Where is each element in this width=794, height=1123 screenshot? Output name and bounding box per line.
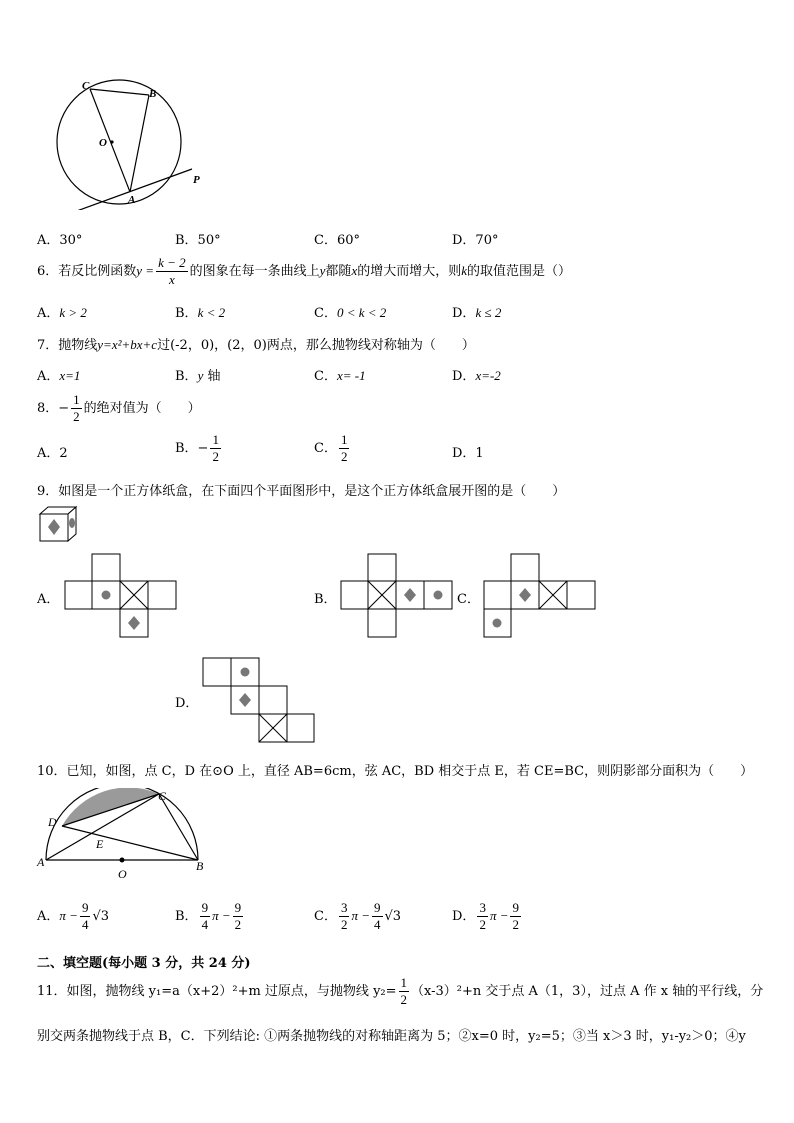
q10-option-b-pi: π − [212, 908, 231, 923]
q6-k-var: k [461, 263, 468, 278]
label-p: P [193, 174, 200, 186]
q11-numerator: 1 [400, 975, 408, 990]
q10-option-c-num2: 9 [374, 900, 381, 915]
q11-part1: 11．如图，抛物线 y₁=a（x+2）²+m 过原点，与抛物线 y₂= [37, 984, 397, 999]
q7-option-b [175, 365, 220, 384]
q6-option-c [314, 302, 386, 321]
chord-ca [90, 89, 130, 192]
q10-option-d-label: D． [452, 909, 476, 924]
q10-option-d-num2: 9 [512, 900, 519, 915]
question-9: 9．如图是一个正方体纸盒，在下面四个平面图形中，是这个正方体纸盒展开图的是（ ） [37, 484, 566, 499]
q6-option-d [452, 302, 501, 321]
q7-option-b-label: B． [175, 369, 198, 384]
dot-icon [69, 518, 75, 528]
q11-fraction [399, 975, 410, 1008]
q10-option-a-den: 4 [81, 917, 89, 932]
circle-tangent-figure [40, 75, 220, 210]
q10-option-b-fraction1 [200, 900, 211, 933]
q10-option-d [452, 900, 523, 933]
q6-option-d-math: k ≤ 2 [475, 305, 502, 320]
q10-option-d-fraction2 [510, 900, 521, 933]
q6-y-var: y [319, 263, 326, 278]
q7-option-c-label: C． [314, 369, 337, 384]
center-dot [110, 140, 113, 143]
q11-denominator: 2 [400, 992, 408, 1007]
q7-option-b-tail: 轴 [203, 369, 221, 384]
q10-option-d-den2: 2 [512, 917, 519, 932]
q7-option-a [37, 365, 80, 384]
q10-option-c-den2: 4 [374, 917, 381, 932]
q9-label-b: B． [314, 592, 337, 607]
label-c: C [158, 789, 167, 803]
chord-bd [62, 826, 198, 860]
label-a: A [128, 194, 136, 206]
q6-x-var: x [351, 263, 358, 278]
net-d-square [203, 658, 231, 686]
q6-denominator: x [168, 272, 175, 287]
question-11-line2: 别交两条抛物线于点 B，C．下列结论: ①两条抛物线的对称轴距离为 5；②x=0 时，y₂=5；③当 x＞3 时，y₁-y₂＞0；④y [37, 1029, 746, 1044]
q8-fraction [71, 392, 82, 425]
net-c-square [567, 581, 595, 609]
q6-option-b [175, 302, 225, 321]
label-a: A [37, 855, 45, 869]
section-title: 二、填空题(每小题 3 分，共 24 分) [37, 956, 251, 971]
net-b-square [368, 554, 396, 581]
q10-option-b-fraction2 [233, 900, 244, 933]
q8-option-d: D．1 [452, 446, 484, 461]
net-a-square [65, 581, 92, 609]
q7-prefix: 7．抛物线 [37, 338, 98, 353]
q10-option-a-pi: π − [59, 908, 78, 923]
q6-middle: 的图象在每一条曲线上 [189, 264, 320, 279]
q6-option-b-label: B． [175, 306, 198, 321]
dot-icon [493, 619, 502, 628]
q10-option-a [37, 900, 109, 933]
q10-option-a-fraction [80, 900, 91, 933]
q10-option-c-label: C． [314, 909, 337, 924]
chord-bc [159, 794, 198, 860]
q8-option-b-label: B．− [175, 441, 209, 456]
q11-part2: （x-3）²+n 交于点 A（1，3），过点 A 作 x 轴的平行线，分 [411, 984, 764, 999]
q6-numerator: k − 2 [158, 255, 186, 270]
q7-suffix: 过(-2，0)，(2，0)两点，那么抛物线对称轴为（ ） [157, 338, 475, 353]
label-o: O [99, 137, 107, 149]
semicircle-figure [36, 788, 210, 880]
q8-suffix: 的绝对值为（ ） [83, 401, 201, 416]
q7-option-d-label: D． [452, 369, 476, 384]
q7-expression: y=x²+bx+c [97, 337, 158, 352]
q10-option-c-fraction2 [372, 900, 383, 933]
q7-option-c-math: x= -1 [336, 368, 366, 383]
net-c-square [511, 554, 539, 581]
q8-option-c-den: 2 [340, 449, 348, 464]
label-d: D [48, 815, 57, 829]
net-d [202, 657, 316, 743]
q6-option-b-math: k < 2 [197, 305, 226, 320]
net-b [340, 553, 454, 639]
q10-option-c-den1: 2 [340, 917, 348, 932]
q7-option-d [452, 365, 501, 384]
q9-label-c: C． [457, 592, 480, 607]
center-dot [120, 858, 125, 863]
q10-option-d-den1: 2 [479, 917, 486, 932]
q10-option-b [175, 900, 245, 933]
q5-option-d: D．70° [452, 233, 499, 248]
q6-option-c-label: C． [314, 306, 337, 321]
net-a-square [92, 554, 120, 581]
q8-option-b-fraction [210, 432, 221, 465]
question-10: 10．已知，如图，点 C，D 在⊙O 上，直径 AB=6cm，弦 AC，BD 相交于点 E，若 CE=BC，则阴影部分面积为（ ） [37, 764, 754, 779]
q6-middle2: 都随 [325, 264, 352, 279]
q10-option-d-num1: 3 [479, 900, 486, 915]
q10-option-a-root: √3 [92, 909, 109, 924]
q8-option-c-num: 1 [340, 432, 348, 447]
net-c-square [484, 581, 511, 609]
cube-figure [38, 505, 80, 543]
q10-option-c-num1: 3 [340, 900, 348, 915]
q10-option-c [314, 900, 401, 933]
q9-label-a: A． [37, 592, 60, 607]
q7-option-a-label: A． [37, 369, 60, 384]
label-b: B [149, 88, 157, 100]
q10-option-a-num: 9 [81, 900, 89, 915]
net-b-square [341, 581, 368, 609]
q8-option-c [314, 432, 351, 465]
chord-cb [90, 89, 149, 95]
q8-numerator: 1 [73, 392, 80, 407]
q10-option-c-pi: π − [351, 908, 370, 923]
net-b-square [368, 609, 396, 637]
q10-option-b-den2: 2 [234, 917, 242, 932]
q6-prefix: 6．若反比例函数 [37, 264, 137, 279]
q6-middle3: 的增大而增大，则 [357, 264, 462, 279]
q7-option-b-math: y [197, 368, 204, 383]
q9-label-d: D． [175, 696, 199, 711]
label-e: E [96, 837, 104, 851]
q5-option-a: A．30° [37, 233, 83, 248]
q7-option-c [314, 365, 366, 384]
q5-option-c: C．60° [314, 233, 360, 248]
q10-option-a-label: A． [37, 909, 60, 924]
q7-option-d-math: x=-2 [475, 368, 501, 383]
q10-option-b-label: B． [175, 909, 198, 924]
q6-suffix: 的取值范围是（） [467, 264, 572, 279]
q6-option-d-label: D． [452, 306, 476, 321]
question-11-line1 [37, 975, 763, 1008]
q7-option-a-math: x=1 [59, 368, 81, 383]
q6-y-eq: y = [136, 263, 155, 278]
question-6 [37, 255, 571, 288]
q6-fraction [156, 255, 188, 288]
net-a-square [148, 581, 176, 609]
q5-option-b: B．50° [175, 233, 221, 248]
q8-option-b-den: 2 [212, 449, 219, 464]
q6-option-a-label: A． [37, 306, 60, 321]
q6-option-c-math: 0 < k < 2 [336, 305, 387, 320]
q8-option-b [175, 432, 223, 465]
q10-option-b-num2: 9 [234, 900, 242, 915]
q10-option-c-fraction1 [339, 900, 350, 933]
q8-prefix: 8．− [37, 401, 70, 416]
net-a [64, 553, 178, 639]
q8-option-a: A．2 [37, 446, 68, 461]
q10-option-b-num1: 9 [201, 900, 209, 915]
question-7 [37, 334, 475, 353]
dot-icon [102, 591, 111, 600]
shaded-region [62, 788, 159, 826]
q10-option-d-fraction1 [477, 900, 488, 933]
dot-icon [241, 668, 250, 677]
label-c: C [82, 80, 90, 92]
q10-option-d-pi: π − [489, 908, 509, 923]
q8-option-c-label: C． [314, 441, 337, 456]
q10-option-b-den1: 4 [201, 917, 209, 932]
net-d-square [287, 714, 314, 742]
label-o: O [118, 867, 127, 880]
q8-option-b-num: 1 [212, 432, 219, 447]
label-b: B [196, 859, 204, 873]
q8-denominator: 2 [73, 409, 80, 424]
q6-option-a-math: k > 2 [59, 305, 87, 320]
chord-ba [130, 95, 149, 192]
q10-option-c-root: √3 [384, 909, 402, 924]
net-c [483, 553, 597, 639]
net-d-square [259, 686, 287, 714]
q6-option-a [37, 302, 87, 321]
dot-icon [434, 591, 443, 600]
question-8 [37, 392, 201, 425]
q8-option-c-fraction [339, 432, 350, 465]
circle-o [57, 80, 181, 204]
